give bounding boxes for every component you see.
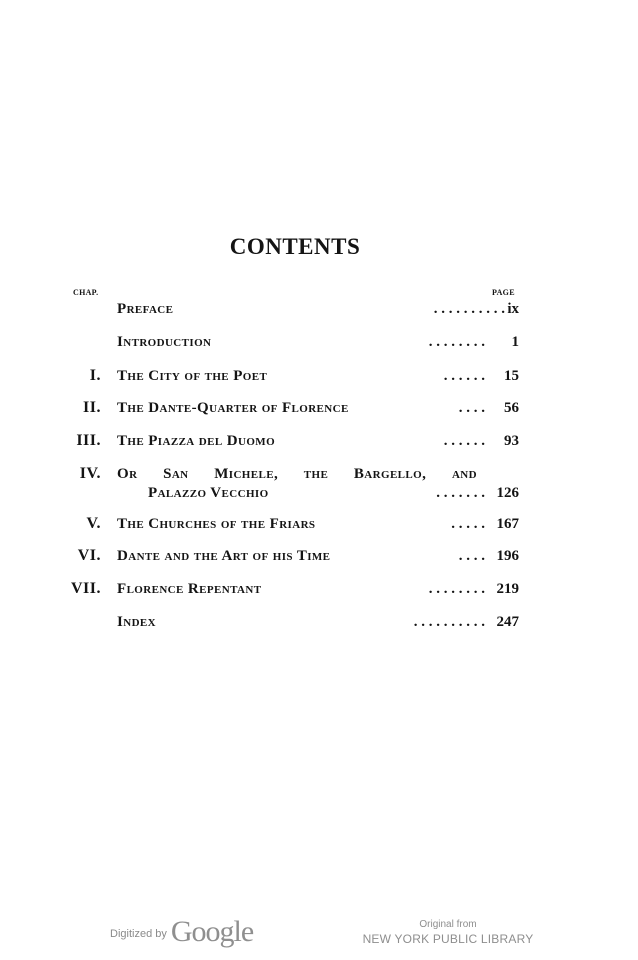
dot-leader: . . . . [458, 548, 485, 564]
dot-leader: . . . . . . . . [428, 334, 485, 350]
toc-entry-title-line2: Palazzo Vecchio [148, 485, 269, 501]
toc-page-number: 93 [504, 433, 519, 449]
toc-page-number: ix [507, 301, 519, 317]
dot-leader: . . . . . . . [436, 485, 485, 501]
dot-leader: . . . . . [451, 516, 485, 532]
page-title: CONTENTS [229, 234, 361, 259]
dot-leader: . . . . . . . . . . [413, 614, 485, 630]
toc-page-number: 1 [511, 334, 519, 350]
dot-leader: . . . . . . [443, 368, 485, 384]
toc-entry-title: The Churches of the Friars [117, 516, 316, 532]
toc-row [0, 431, 638, 451]
page-column-header: PAGE [492, 288, 515, 297]
chapter-number: III. [76, 432, 101, 449]
title-word: and [451, 466, 477, 482]
toc-page-number: 56 [504, 400, 519, 416]
toc-entry-title: The City of the Poet [117, 368, 268, 384]
toc-entry-title-line1 [117, 464, 477, 484]
title-word: Bargello, [353, 466, 427, 482]
toc-entry-title: Florence Repentant [117, 581, 262, 597]
toc-entry-title: Index [117, 614, 157, 630]
toc-row [0, 332, 638, 352]
original-from-text: Original from [419, 919, 477, 930]
dot-leader: . . . . . . . . . . [433, 301, 505, 317]
dot-leader: . . . . . . . . [428, 581, 485, 597]
library-name: NEW YORK PUBLIC LIBRARY [362, 932, 534, 946]
title-word: Or [117, 466, 138, 482]
toc-row [0, 579, 638, 599]
toc-entry-title: The Piazza del Duomo [117, 433, 276, 449]
toc-row [0, 612, 638, 632]
digitized-by-watermark [110, 915, 253, 949]
toc-page-number: 219 [496, 581, 519, 597]
toc-entry-title: Preface [117, 301, 174, 317]
chapter-number: IV. [79, 465, 101, 482]
toc-row [0, 299, 638, 319]
chapter-number: VII. [70, 580, 101, 597]
toc-page-number: 196 [496, 548, 519, 564]
toc-row [0, 514, 638, 534]
chapter-number: II. [83, 399, 101, 416]
toc-page-number: 167 [496, 516, 519, 532]
chapter-number: VI. [77, 547, 101, 564]
toc-row [0, 398, 638, 418]
chap-column-header: CHAP. [73, 288, 99, 297]
title-word: San [163, 466, 189, 482]
digitized-by-text: Digitized by [110, 928, 167, 940]
original-from-watermark [360, 918, 536, 947]
toc-row [0, 464, 638, 484]
chapter-number: V. [86, 515, 101, 532]
dot-leader: . . . . . . [443, 433, 485, 449]
dot-leader: . . . . [458, 400, 485, 416]
toc-entry-title: Introduction [117, 334, 212, 350]
toc-row [0, 366, 638, 386]
toc-page-number: 126 [496, 485, 519, 501]
toc-row-continuation [0, 483, 638, 503]
title-word: Michele, [214, 466, 279, 482]
toc-entry-title: Dante and the Art of his Time [117, 548, 331, 564]
google-logo: Google [170, 915, 254, 948]
title-word: the [303, 466, 329, 482]
toc-page-number: 15 [504, 368, 519, 384]
toc-page-number: 247 [496, 614, 519, 630]
toc-row [0, 546, 638, 566]
chapter-number: I. [89, 367, 101, 384]
toc-entry-title: The Dante-Quarter of Florence [117, 400, 349, 416]
